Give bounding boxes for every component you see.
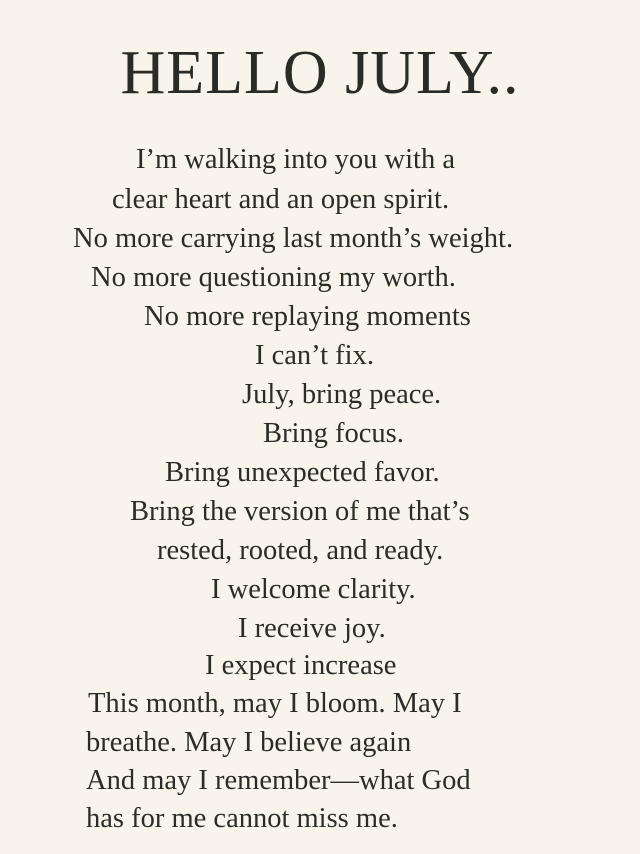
poem-line: rested, rooted, and ready. [157, 535, 444, 566]
poem-line: clear heart and an open spirit. [112, 184, 450, 215]
poem-line: I receive joy. [238, 613, 386, 644]
poem-line: I welcome clarity. [211, 574, 416, 605]
poem-line: This month, may I bloom. May I [88, 688, 462, 719]
poem-line: And may I remember—what God [86, 765, 471, 796]
poem-line: Bring the version of me that’s [130, 496, 470, 527]
poem-line: I expect increase [205, 650, 397, 681]
poem-line: No more questioning my worth. [91, 262, 456, 293]
poem-line: Bring focus. [263, 418, 404, 449]
poem-line: Bring unexpected favor. [165, 457, 440, 488]
poem-line: has for me cannot miss me. [86, 803, 398, 834]
page-title: HELLO JULY.. [120, 39, 520, 107]
poem-line: No more carrying last month’s weight. [73, 223, 514, 254]
poem-line: I can’t fix. [255, 340, 374, 371]
poem-line: I’m walking into you with a [136, 144, 455, 175]
poem-line: breathe. May I believe again [86, 727, 412, 758]
poem-line: No more replaying moments [144, 301, 471, 332]
poem-line: July, bring peace. [242, 379, 442, 410]
